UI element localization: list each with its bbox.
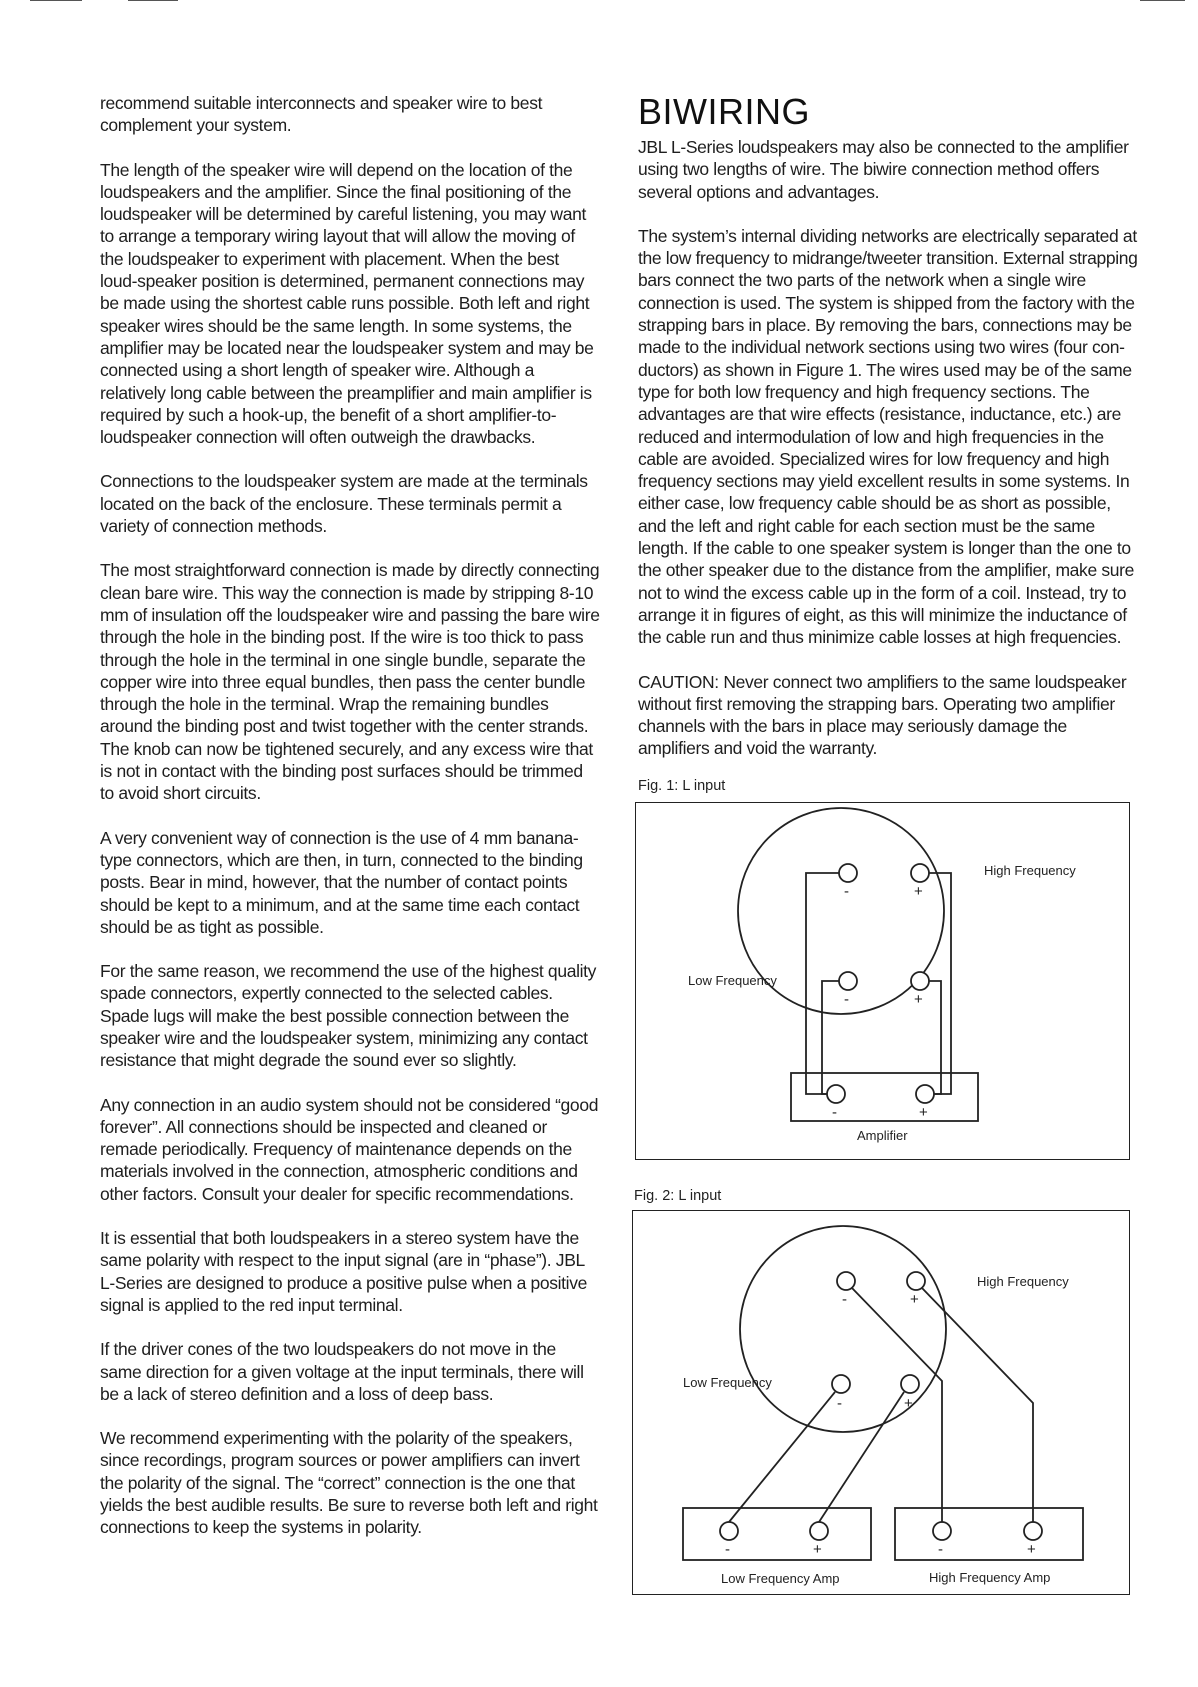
figure1-diagram	[635, 802, 1130, 1160]
paragraph: The most straightforward connection is made by directly connecting clean bare wire. This way the connection is made by stripping 8-10 mm of insulation off the loudspeaker wire and passing the bare wire through the hole in the binding post. If the wire is too thick to pass through the hole in the terminal in one single bundle, separate the copper wire into three equal bundles, then pass the center bundle through the hole in the terminal. Wrap the remaining bundles around the binding post and twist together with the center strands. The knob can now be tightened securely, and any excess wire that is not in contact with the binding post surfaces should be trimmed to avoid short circuits.	[100, 560, 600, 804]
high-amp-minus-terminal	[933, 1522, 951, 1540]
scan-mark	[128, 0, 178, 1]
paragraph: recommend suitable interconnects and speaker wire to best complement your system.	[100, 93, 543, 136]
paragraph: The system’s internal dividing networks are electrically separated at the low frequency to midrange/tweeter transition. External strapping bars connect the two parts of the network when a single wire connection is used. The system is shipped from the factory with the strapping bars in place. By removing the bars, connections may be made to the individual network sections using two wires (four con-ductors) as shown in Figure 1. The wires used may be of the same type for both low frequency and high frequency sections. The advantages are that wire effects (resistance, inductance, etc.) are reduced and intermodulation of low and high frequencies in the cable are avoided. Specialized wires for low frequency and high frequency sections may yield excellent results in some systems. In either case, low frequency cable should be as short as possible, and the left and right cable for each section must be the same length. If the cable to one speaker system is longer than the one to the other speaker due to the distance from the amplifier, make sure not to wind the excess cable up in the form of a coil. Instead, try to arrange it in figures of eight, as this will minimize the inductance of the cable run and thus minimize cable losses at high frequencies.	[638, 225, 1138, 648]
figure1-caption: Fig. 1: L input	[638, 778, 726, 794]
figure1-wiring-svg	[636, 803, 1131, 1161]
low-frequency-label: Low Frequency	[683, 1375, 772, 1390]
high-frequency-amp-box	[895, 1508, 1083, 1560]
amplifier-label: Amplifier	[857, 1128, 908, 1143]
figure2-caption: Fig. 2: L input	[634, 1188, 722, 1204]
hf-minus-terminal	[839, 864, 857, 882]
lf-plus-wire	[819, 1392, 904, 1522]
plus-sign: +	[910, 1291, 919, 1308]
scan-mark	[30, 0, 82, 1]
paragraph: CAUTION: Never connect two amplifiers to the same loudspeaker without first removing the strapping bars. Operating two amplifier channels with the bars in place may seriously damage the amplifiers and void the warranty.	[638, 671, 1127, 759]
lf-plus-wire	[929, 981, 941, 1094]
minus-sign: -	[938, 1541, 943, 1558]
paragraph: A very convenient way of connection is the use of 4 mm banana-type connectors, which are then, in turn, connected to the binding posts. Bear in mind, however, that the number of contact points should be kept to a minimum, and at the same time each contact should be as tight as possible.	[100, 827, 583, 937]
amplifier-box	[791, 1073, 978, 1121]
minus-sign: -	[844, 883, 849, 900]
hf-plus-terminal	[911, 864, 929, 882]
minus-sign: -	[725, 1541, 730, 1558]
hf-plus-wire	[929, 873, 951, 1094]
lf-minus-terminal	[832, 1375, 850, 1393]
minus-sign: -	[832, 1104, 837, 1121]
section-heading: BIWIRING	[638, 91, 810, 132]
left-column	[100, 92, 600, 1561]
paragraph: For the same reason, we recommend the use of the highest quality spade connectors, expertly connected to the selected cables. Spade lugs will make the best possible connection between the speaker wire and the loudspeaker system, minimizing any contact resistance that might degrade the sound ever so slightly.	[100, 961, 597, 1071]
lf-minus-terminal	[839, 972, 857, 990]
amp-minus-terminal	[827, 1085, 845, 1103]
lf-minus-wire	[822, 981, 839, 1094]
figure2-diagram	[632, 1210, 1130, 1595]
minus-sign: -	[842, 1291, 847, 1308]
minus-sign: -	[844, 991, 849, 1008]
paragraph: Any connection in an audio system should not be considered “good forever”. All connections should be inspected and cleaned or remade periodically. Frequency of maintenance depends on the materials involved in the connection, atmospheric conditions and other factors. Consult your dealer for specific recommendations.	[100, 1094, 599, 1204]
minus-sign: -	[837, 1395, 842, 1412]
low-amp-minus-terminal	[720, 1522, 738, 1540]
plus-sign: +	[914, 883, 923, 900]
high-frequency-amp-label: High Frequency Amp	[929, 1570, 1051, 1585]
high-frequency-label: High Frequency	[984, 863, 1076, 878]
figure2-wiring-svg	[633, 1211, 1131, 1596]
plus-sign: +	[1027, 1541, 1036, 1558]
hf-plus-terminal	[907, 1272, 925, 1290]
speaker-circle	[740, 1226, 946, 1432]
right-column	[638, 92, 1138, 782]
plus-sign: +	[813, 1541, 822, 1558]
low-amp-plus-terminal	[810, 1522, 828, 1540]
hf-plus-wire	[922, 1288, 1033, 1522]
low-frequency-amp-label: Low Frequency Amp	[721, 1571, 840, 1586]
high-amp-plus-terminal	[1024, 1522, 1042, 1540]
paragraph: JBL L-Series loudspeakers may also be connected to the amplifier using two lengths of wire. The biwire connection method offers several options and advantages.	[638, 137, 1129, 202]
hf-minus-wire	[852, 1288, 942, 1522]
plus-sign: +	[919, 1104, 928, 1121]
amp-plus-terminal	[916, 1085, 934, 1103]
low-frequency-amp-box	[683, 1508, 871, 1560]
plus-sign: +	[904, 1395, 913, 1412]
plus-sign: +	[914, 991, 923, 1008]
lf-plus-terminal	[911, 972, 929, 990]
hf-minus-terminal	[837, 1272, 855, 1290]
paragraph: We recommend experimenting with the polarity of the speakers, since recordings, program sources or power amplifiers can invert the polarity of the signal. The “correct” connection is the one that yields the best audible results. Be sure to reverse both left and right connections to keep the systems in polarity.	[100, 1428, 598, 1538]
lf-plus-terminal	[901, 1375, 919, 1393]
high-frequency-label: High Frequency	[977, 1274, 1069, 1289]
figure1-labels	[688, 863, 1076, 1143]
paragraph: The length of the speaker wire will depend on the location of the loudspeakers and the amplifier. Since the final positioning of the loudspeaker will be determined by careful listening, you may want to arrange a temporary wiring layout that will allow the moving of the loudspeaker to experiment with placement. When the best loud-speaker position is determined, permanent connections may be made using the shortest cable runs possible. Both left and right speaker wires should be the same length. In some systems, the amplifier may be located near the loudspeaker system and may be connected using a short length of speaker wire. Although a relatively long cable between the preamplifier and main amplifier is required by such a hook-up, the benefit of a short amplifier-to-loudspeaker connection will often outweigh the drawbacks.	[100, 159, 594, 448]
paragraph: If the driver cones of the two loudspeakers do not move in the same direction for a given voltage at the input terminals, there will be a lack of stereo definition and a loss of deep bass.	[100, 1339, 584, 1404]
low-frequency-label: Low Frequency	[688, 973, 777, 988]
scan-mark	[1140, 0, 1185, 1]
paragraph: Connections to the loudspeaker system are made at the terminals located on the back of the enclosure. These terminals permit a variety of connection methods.	[100, 471, 588, 537]
paragraph: It is essential that both loudspeakers in a stereo system have the same polarity with respect to the input signal (are in “phase”). JBL L-Series are designed to produce a positive pulse when a positive signal is applied to the red input terminal.	[100, 1228, 588, 1315]
